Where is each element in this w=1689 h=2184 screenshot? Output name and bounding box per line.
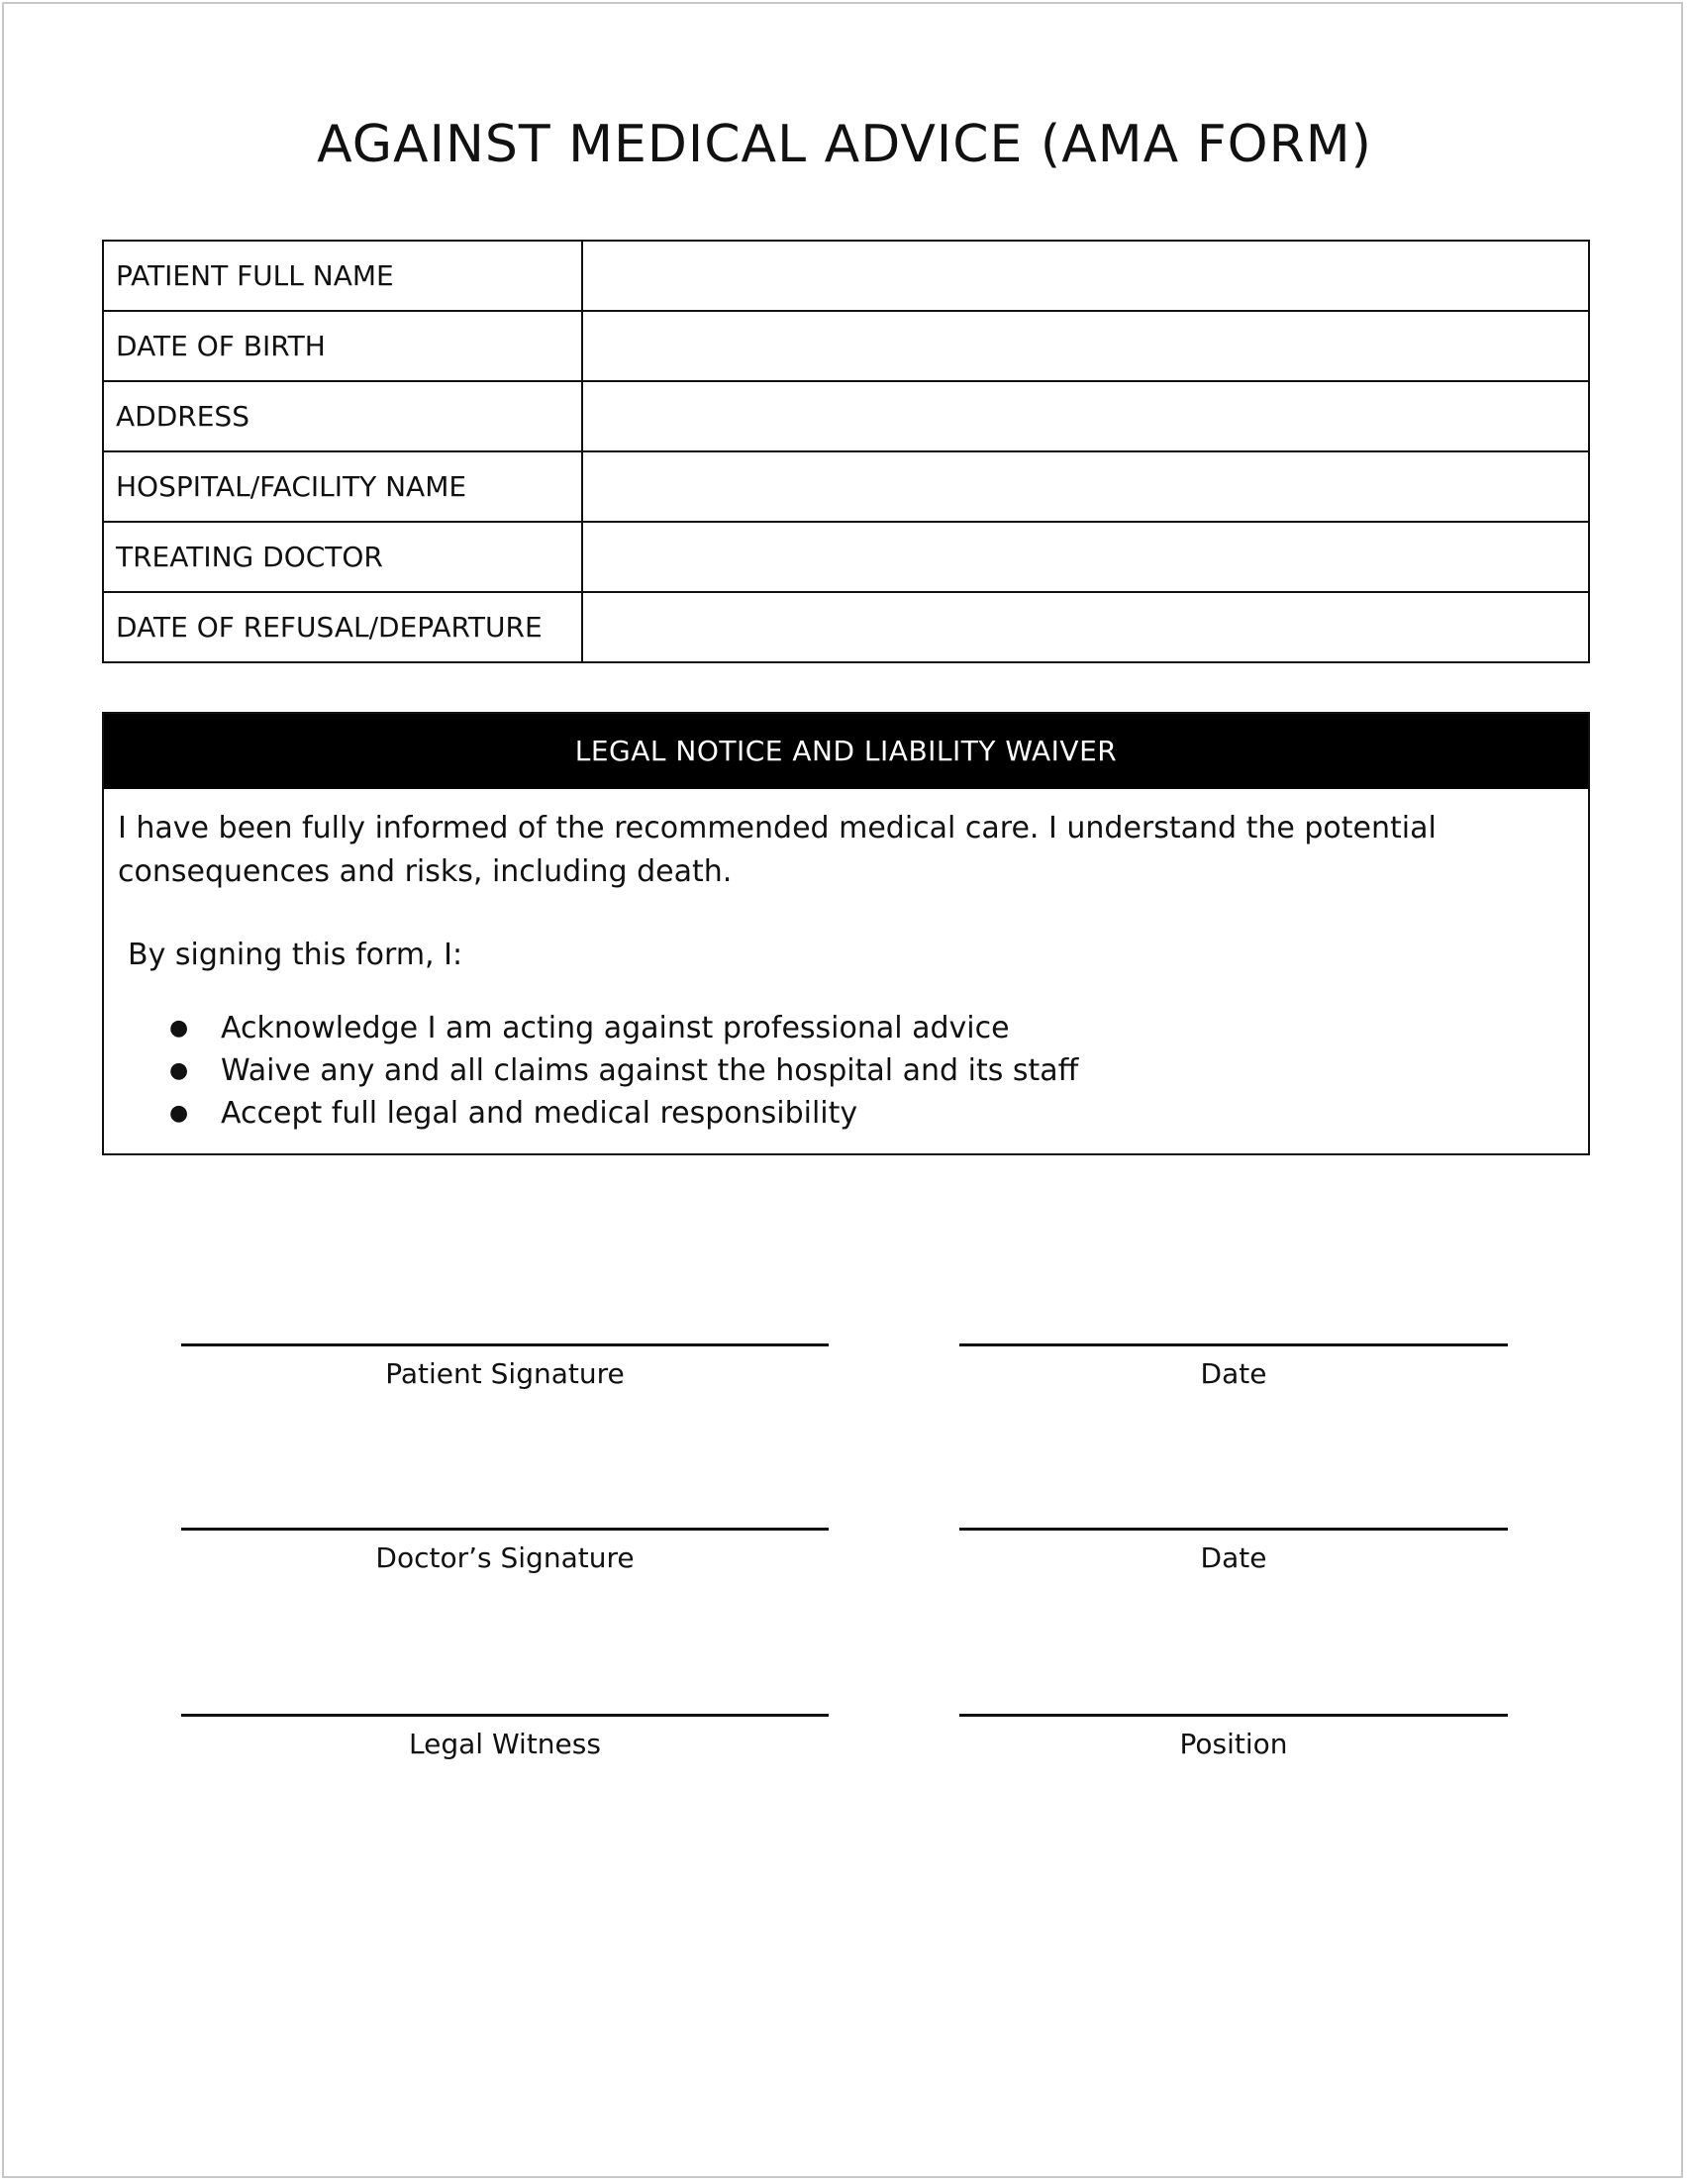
date-of-birth-cell (582, 311, 1589, 381)
patient-name-field[interactable] (583, 242, 1588, 310)
refusal-date-cell (582, 592, 1589, 662)
patient-date-label: Date (1200, 1357, 1267, 1390)
patient-signature-line[interactable] (181, 1343, 829, 1346)
patient-date-line[interactable] (959, 1343, 1508, 1346)
doctor-date-line[interactable] (959, 1528, 1508, 1531)
info-row-facility (103, 451, 1589, 522)
info-row-patient-name (103, 241, 1589, 311)
date-of-birth-label: DATE OF BIRTH (103, 311, 582, 381)
doctor-signature-label: Doctor’s Signature (375, 1541, 635, 1574)
info-row-treating-doctor (103, 522, 1589, 592)
witness-position-line[interactable] (959, 1714, 1508, 1717)
patient-date-block (959, 1343, 1508, 1392)
doctor-date-block (959, 1528, 1508, 1576)
doctor-date-label: Date (1200, 1541, 1267, 1574)
refusal-date-label: DATE OF REFUSAL/DEPARTURE (103, 592, 582, 662)
witness-position-block (959, 1714, 1508, 1762)
facility-name-field[interactable] (583, 452, 1588, 521)
witness-signature-line[interactable] (181, 1714, 829, 1717)
legal-notice-body (104, 807, 1588, 1135)
treating-doctor-label: TREATING DOCTOR (103, 522, 582, 592)
witness-position-label: Position (1179, 1728, 1288, 1760)
doctor-signature-block (181, 1528, 829, 1576)
patient-name-cell (582, 241, 1589, 311)
treating-doctor-field[interactable] (583, 523, 1588, 591)
witness-signature-block (181, 1714, 829, 1762)
list-item (118, 1092, 1574, 1135)
list-item-text: Accept full legal and medical responsibility (221, 1096, 858, 1131)
form-title: AGAINST MEDICAL ADVICE (AMA FORM) (317, 115, 1372, 174)
list-item-text: Acknowledge I am acting against professional advice (221, 1011, 1010, 1045)
refusal-date-field[interactable] (583, 593, 1588, 661)
list-item (118, 1049, 1574, 1092)
patient-info-table (102, 240, 1590, 663)
facility-name-label: HOSPITAL/FACILITY NAME (103, 451, 582, 522)
legal-notice-section (102, 712, 1590, 1155)
legal-bullet-list (118, 1007, 1574, 1135)
bullet-icon: ● (169, 1016, 189, 1041)
legal-notice-header: LEGAL NOTICE AND LIABILITY WAIVER (104, 714, 1588, 789)
address-cell (582, 381, 1589, 451)
list-item (118, 1007, 1574, 1049)
witness-signature-label: Legal Witness (409, 1728, 601, 1760)
bullet-icon: ● (169, 1101, 189, 1126)
doctor-signature-line[interactable] (181, 1528, 829, 1531)
list-item-text: Waive any and all claims against the hospital and its staff (221, 1053, 1079, 1088)
info-row-refusal-date (103, 592, 1589, 662)
facility-name-cell (582, 451, 1589, 522)
legal-lead-text: By signing this form, I: (128, 938, 463, 972)
info-row-address (103, 381, 1589, 451)
patient-signature-label: Patient Signature (385, 1357, 625, 1390)
patient-signature-block (181, 1343, 829, 1392)
address-label: ADDRESS (103, 381, 582, 451)
info-row-date-of-birth (103, 311, 1589, 381)
bullet-icon: ● (169, 1058, 189, 1083)
patient-name-label: PATIENT FULL NAME (103, 241, 582, 311)
address-field[interactable] (583, 382, 1588, 450)
legal-paragraph: I have been fully informed of the recommended medical care. I understand the potential consequences and risks, including death. (118, 811, 1437, 889)
date-of-birth-field[interactable] (583, 312, 1588, 380)
treating-doctor-cell (582, 522, 1589, 592)
